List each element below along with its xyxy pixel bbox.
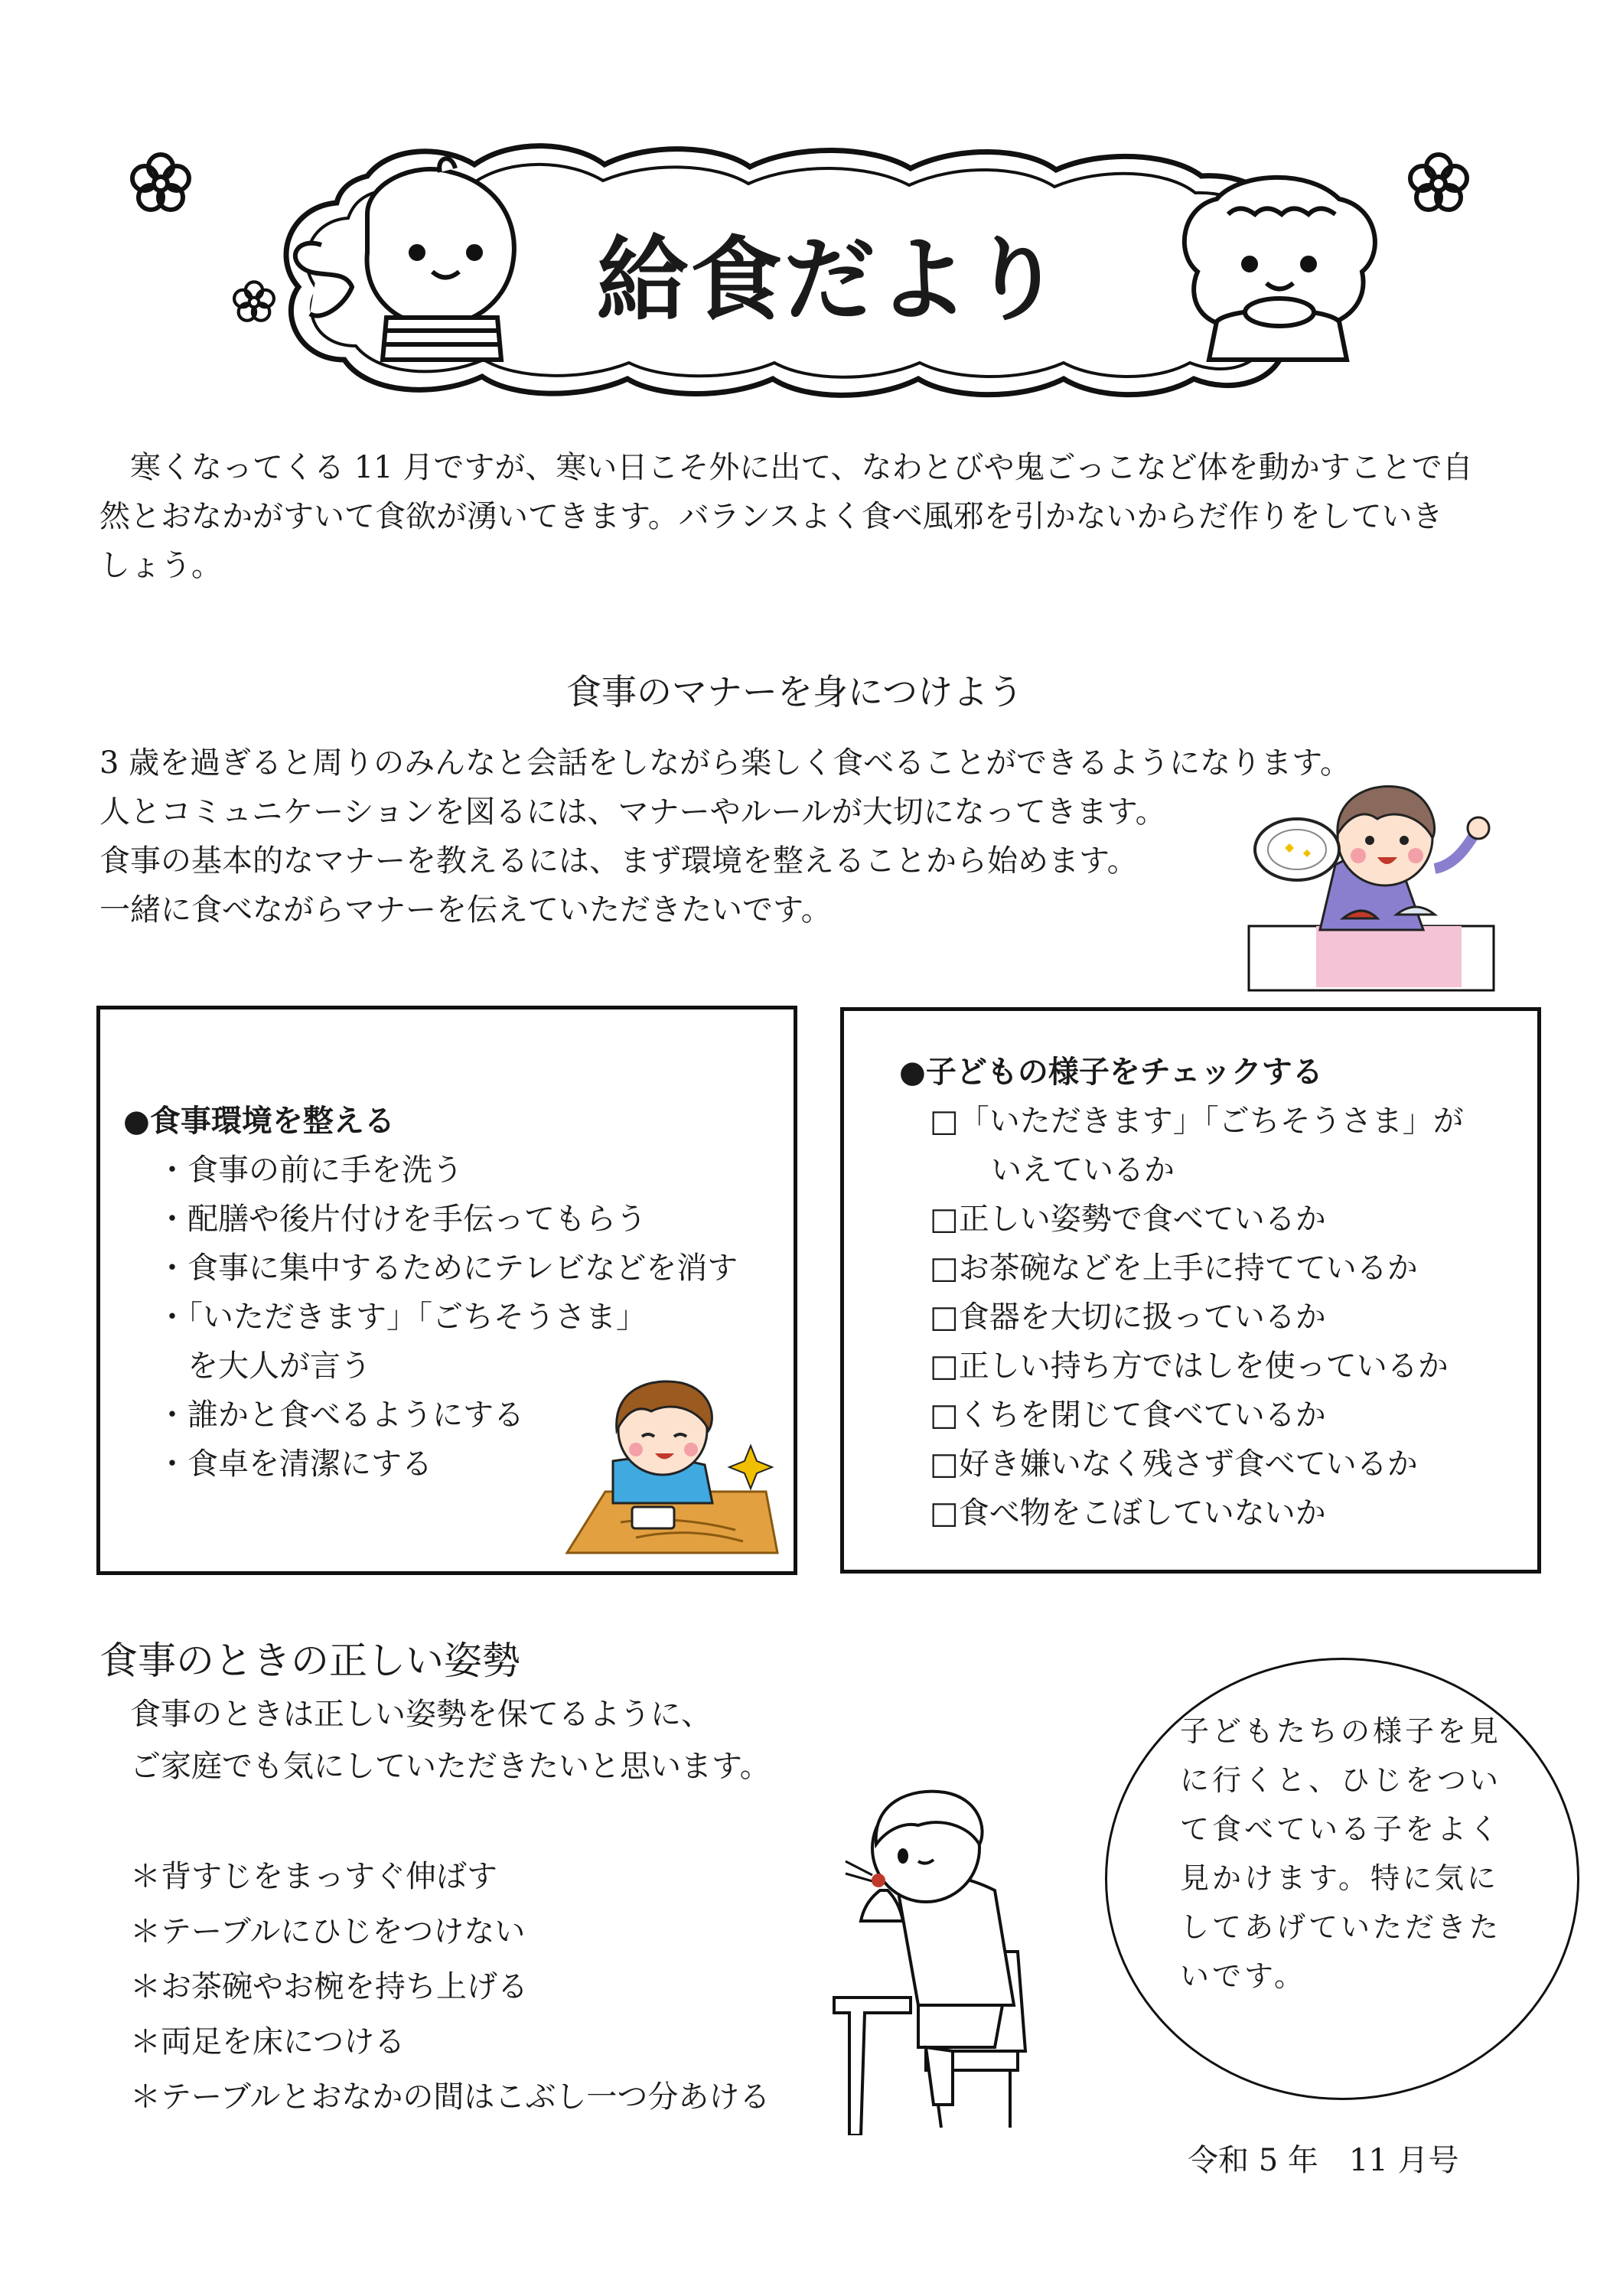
issue-date: 令和 5 年 11 月号	[1188, 2143, 1459, 2178]
comment-line: に行くと、ひじをつい	[1180, 1763, 1502, 1797]
child-with-plate-illustration	[1247, 773, 1500, 995]
posture-point: ＊お茶碗やお椀を持ち上げる	[130, 1969, 528, 2004]
posture-point: ＊背すじをまっすぐ伸ばす	[130, 1859, 497, 1894]
check-item: □「いただきます」「ごちそうさま」が	[930, 1104, 1464, 1139]
comment-line: 子どもたちの様子を見	[1180, 1714, 1502, 1748]
girl-character-icon	[1185, 178, 1375, 360]
check-item: いえているか	[930, 1153, 1175, 1188]
check-item: □正しい持ち方ではしを使っているか	[930, 1349, 1449, 1384]
intro-line: しょう。	[99, 548, 222, 583]
environment-heading: ●食事環境を整える	[123, 1103, 395, 1139]
environment-item: ・食事の前に手を洗う	[157, 1153, 463, 1188]
posture-intro-line: 食事のときは正しい姿勢を保てるように、	[130, 1697, 712, 1732]
environment-item: ・「いただきます」「ごちそうさま」	[157, 1300, 647, 1335]
environment-item: ・食事に集中するためにテレビなどを消す	[157, 1251, 738, 1286]
check-box	[840, 1007, 1541, 1574]
boy-wiping-table-illustration	[559, 1369, 789, 1561]
manners-title: 食事のマナーを身につけよう	[566, 671, 1024, 713]
check-item: □好き嫌いなく残さず食べているか	[930, 1446, 1418, 1482]
comment-line: してあげていただきた	[1180, 1910, 1502, 1944]
check-item: □食べ物をこぼしていないか	[930, 1495, 1326, 1531]
posture-point: ＊テーブルとおなかの間はこぶし一つ分あける	[130, 2079, 771, 2115]
check-item: □食器を大切に扱っているか	[930, 1300, 1326, 1335]
manners-line: 一緒に食べながらマナーを伝えていただきたいです。	[99, 892, 832, 928]
comment-line: 見かけます。特に気に	[1180, 1861, 1499, 1895]
manners-line: 食事の基本的なマナーを教えるには、まず環境を整えることから始めます。	[99, 843, 1138, 879]
posture-intro-line: ご家庭でも気にしていただきたいと思います。	[130, 1749, 771, 1784]
seated-child-illustration	[819, 1776, 1071, 2135]
environment-box	[96, 1006, 797, 1575]
check-heading: ●子どもの様子をチェックする	[899, 1054, 1323, 1090]
environment-item: ・食卓を清潔にする	[157, 1446, 432, 1482]
environment-item: を大人が言う	[157, 1349, 371, 1384]
posture-point: ＊両足を床につける	[130, 2024, 406, 2060]
manners-line: 人とコミュニケーションを図るには、マナーやルールが大切になってきます。	[99, 794, 1166, 830]
check-item: □くちを閉じて食べているか	[930, 1397, 1326, 1433]
comment-line: いです。	[1180, 1959, 1306, 1993]
manners-line: 3 歳を過ぎると周りのみんなと会話をしながら楽しく食べることができるようになります。	[99, 745, 1351, 781]
posture-point: ＊テーブルにひじをつけない	[130, 1914, 526, 1949]
check-item: □お茶碗などを上手に持てているか	[930, 1251, 1418, 1286]
page-title: 給食だより	[597, 227, 1064, 334]
intro-line: 寒くなってくる 11 月ですが、寒い日こそ外に出て、なわとびや鬼ごっこなど体を動かすことで自	[130, 450, 1473, 485]
environment-item: ・配膳や後片付けを手伝ってもらう	[157, 1202, 647, 1237]
environment-item: ・誰かと食べるようにする	[157, 1397, 524, 1433]
intro-line: 然とおなかがすいて食欲が湧いてきます。バランスよく食べ風邪を引かないからだ作りをしていき	[99, 499, 1443, 534]
posture-title: 食事のときの正しい姿勢	[99, 1639, 520, 1683]
comment-line: て食べている子をよく	[1180, 1812, 1502, 1846]
check-item: □正しい姿勢で食べているか	[930, 1202, 1326, 1237]
